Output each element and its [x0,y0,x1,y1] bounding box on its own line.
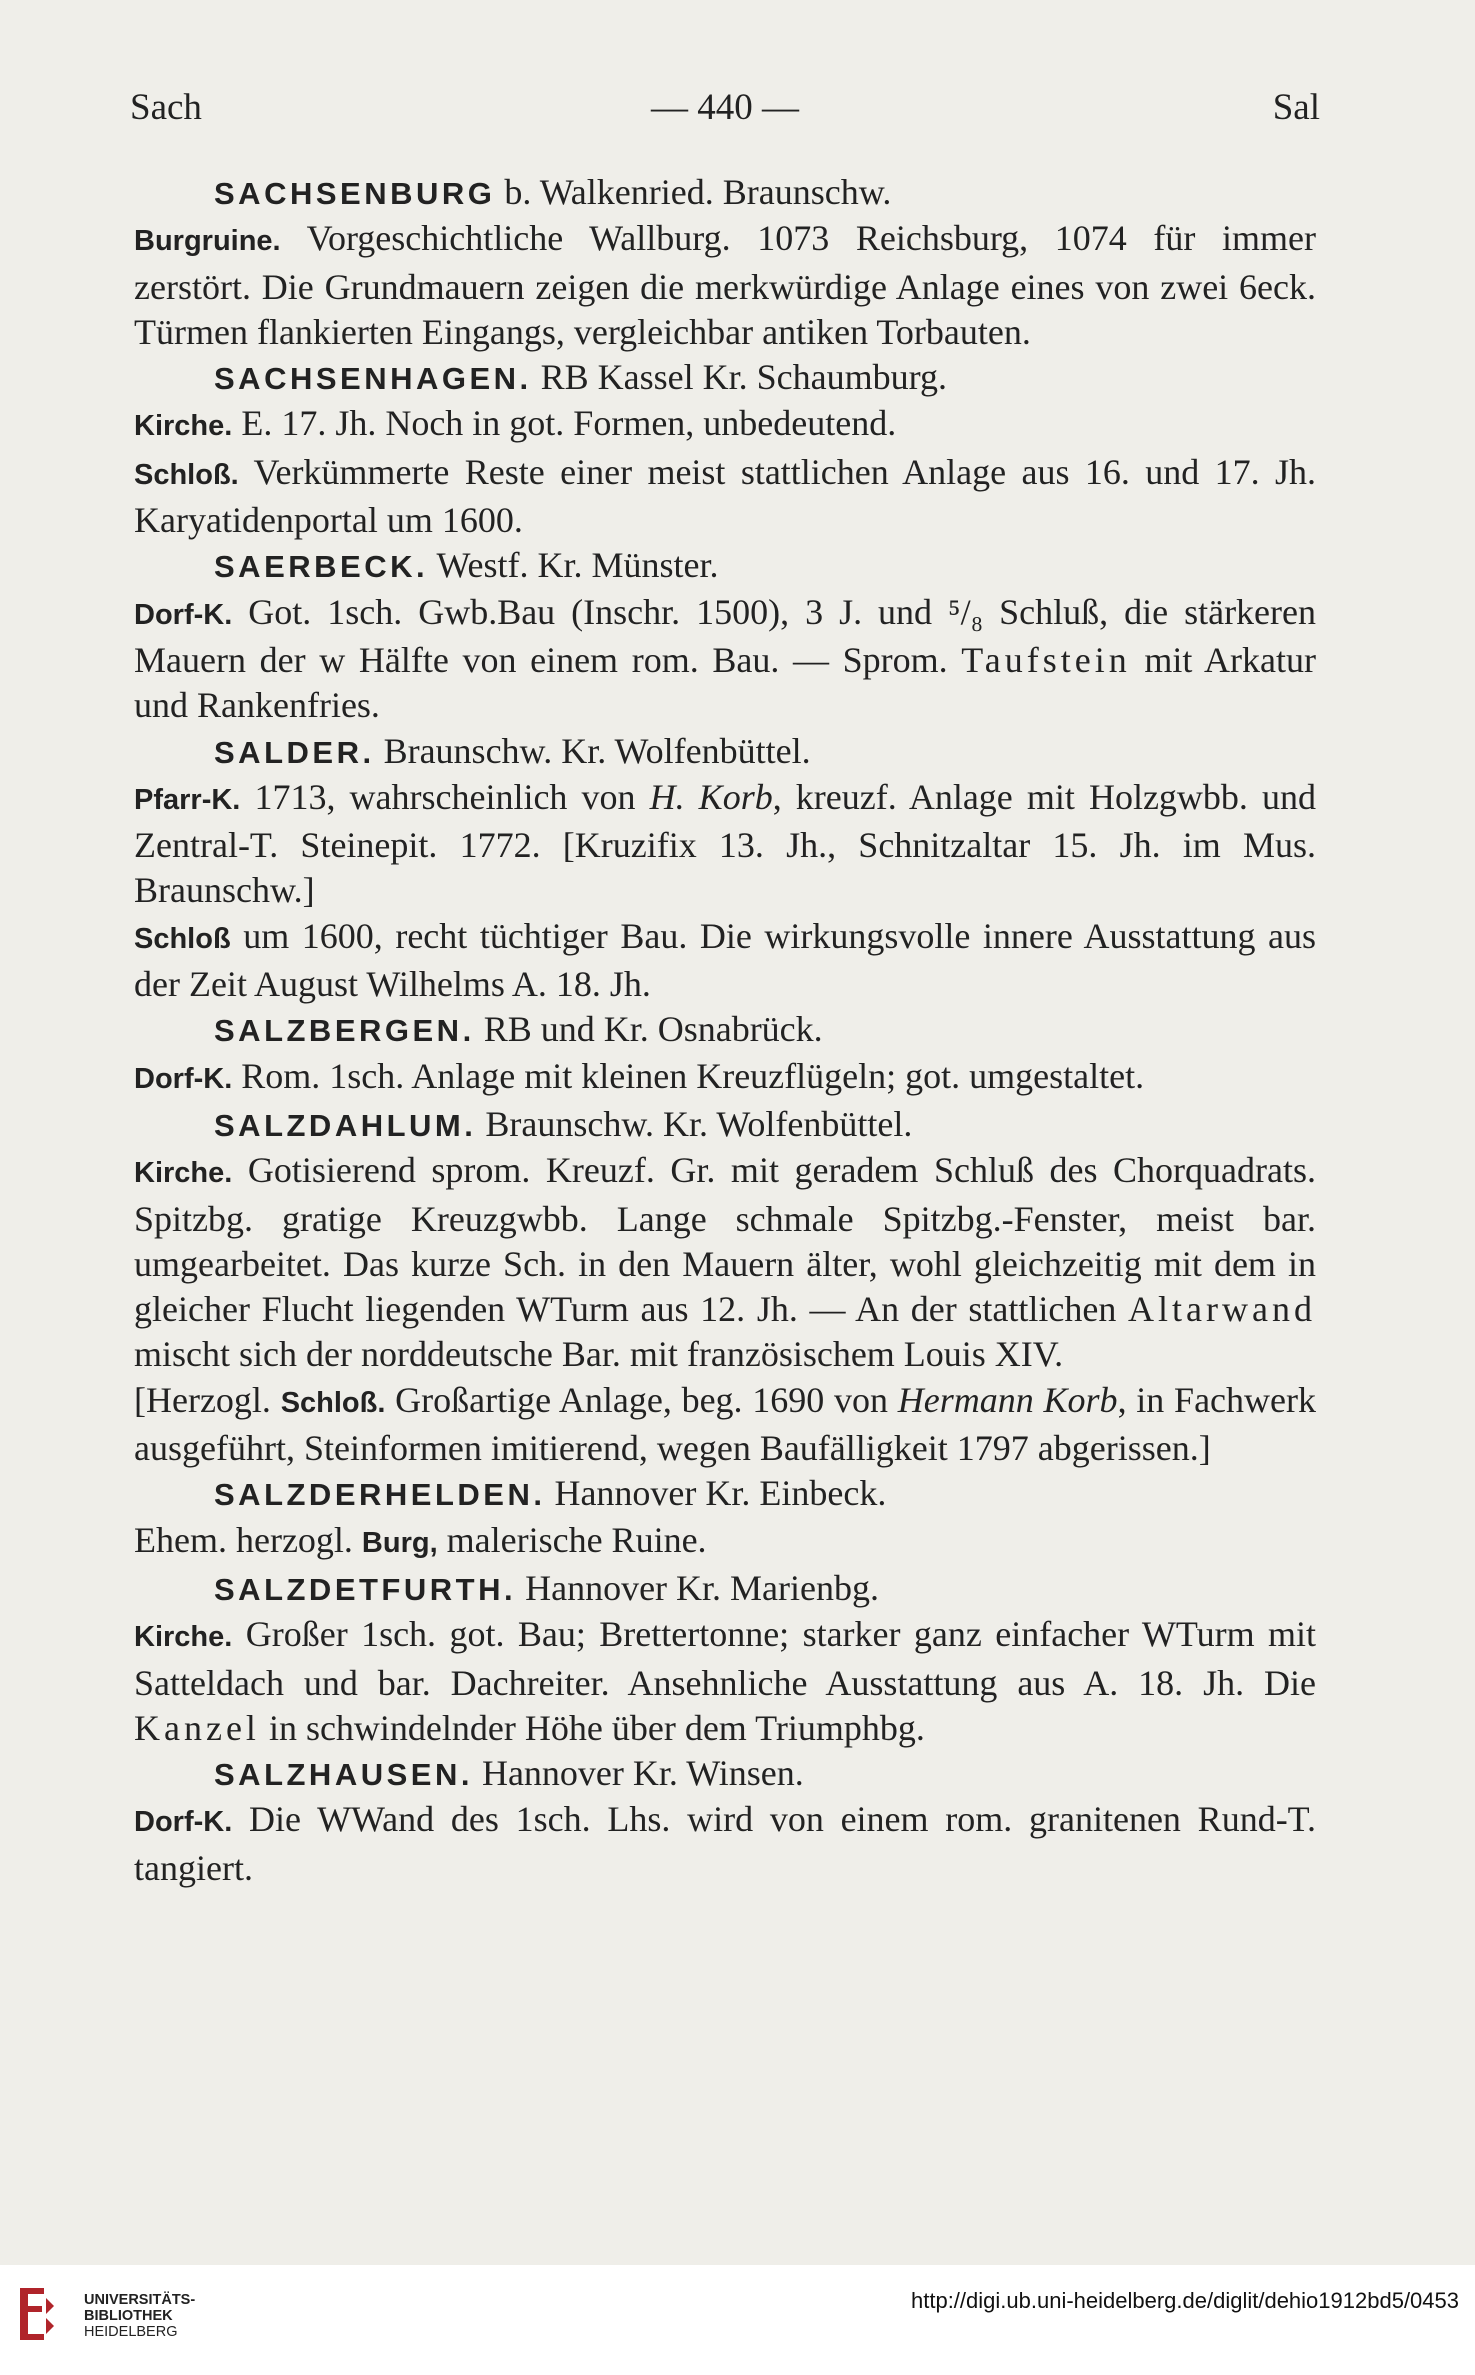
building-label: Kirche. [134,1157,233,1190]
page-number: — 440 — [651,87,799,128]
place-location: Hannover Kr. Marienbg. [516,1567,879,1608]
building-label: Burg, [361,1526,438,1559]
place-location: Braunschw. Kr. Wolfenbüttel. [374,730,811,771]
entry-paragraph [134,401,1316,449]
entry-paragraph [134,1378,1316,1472]
paragraph-text: Rom. 1sch. Anlage mit kleinen Kreuzflügeln; got. umgestaltet. [232,1055,1145,1096]
library-name [84,2292,195,2340]
entry-heading [134,1471,1316,1517]
paragraph-text: [Herzogl. [134,1379,281,1420]
entry-paragraph [134,1612,1316,1751]
place-name: SALZHAUSEN. [214,1757,473,1793]
paragraph-text: , kreuzf. Anlage mit Holzgwbb. und Zentral-T. Steinepit. 1772. [Kruzifix 13. Jh., Schnitzaltar 15. Jh. im Mus. Braunschw.] [134,776,1317,911]
paragraph-text: , in Fachwerk ausgeführt, Steinformen imitierend, wegen Baufälligkeit 1797 abgerissen.] [134,1379,1317,1469]
entry-paragraph [134,914,1316,1008]
paragraph-text: mischt sich der norddeutsche Bar. mit französischem Louis XIV. [134,1334,1064,1375]
paragraph-text: Gotisierend sprom. Kreuzf. Gr. mit geradem Schluß des Chorquadrats. Spitzbg. gratige Kreuzgwbb. Lange schmale Spitzbg.-Fenster, meist bar. umgearbeitet. Das kurze Sch. in den Mauern älter, wohl gleichzeitig mit dem in gleicher Flucht liegenden WTurm aus 12. Jh. — An der stattlichen [134,1150,1316,1330]
paragraph-text: mit Arkatur und Rankenfries. [134,639,1317,726]
entry-heading [134,355,1316,401]
entry-paragraph [134,450,1316,544]
viewer-footer [0,2265,1475,2375]
artist-name: H. Korb [649,776,773,817]
place-location: Westf. Kr. Münster. [428,545,719,586]
entry-heading [134,1007,1316,1053]
entry-heading [134,729,1316,775]
paragraph-text: Die WWand des 1sch. Lhs. wird von einem rom. granitenen Rund-T. tangiert. [134,1799,1316,1888]
running-head-left: Sach [130,87,202,128]
paragraph-text: um 1600, recht tüchtiger Bau. Die wirkungsvolle innere Ausstattung aus der Zeit August Wilhelms A. 18. Jh. [134,915,1316,1005]
entry-paragraph [134,590,1316,729]
entries-text [134,170,1316,1891]
place-name: SALZBERGEN. [214,1013,475,1049]
library-name-line: UNIVERSITÄTS- [84,2292,196,2308]
place-location: Hannover Kr. Winsen. [472,1753,804,1794]
artist-name: Hermann Korb [897,1379,1118,1420]
library-name-line: HEIDELBERG [84,2324,178,2340]
entry-heading [134,1566,1316,1612]
paragraph-text: in schwindelnder Höhe über dem Triumphbg. [259,1707,925,1748]
spaced-term: Altarwand [1128,1289,1316,1330]
place-location: b. Walkenried. Braunschw. [495,172,892,212]
building-label: Dorf-K. [134,1062,233,1095]
place-name: SAERBECK. [214,549,429,585]
running-head-right: Sal [1272,87,1320,128]
spaced-term: Kanzel [134,1707,260,1748]
paragraph-text: Vorgeschichtliche Wallburg. 1073 Reichsburg, 1074 für immer zerstört. Die Grundmauern zeigen die merkwürdige Anlage eines von zwei 6eck. Türmen flankierten Eingangs, vergleichbar antiken Torbauten. [134,218,1316,352]
paragraph-text: 1713, wahrscheinlich von [240,776,650,817]
place-location: RB und Kr. Osnabrück. [474,1009,823,1050]
place-name: SALZDETFURTH. [214,1571,517,1607]
place-name: SACHSENHAGEN. [214,361,532,397]
paragraph-text: E. 17. Jh. Noch in got. Formen, unbedeutend. [232,403,897,444]
library-name-line: BIBLIOTHEK [84,2308,173,2324]
place-location: Braunschw. Kr. Wolfenbüttel. [476,1103,913,1144]
building-label: Dorf-K. [134,1806,233,1839]
entry-paragraph [134,1797,1316,1891]
paragraph-text: Großer 1sch. got. Bau; Brettertonne; starker ganz einfacher WTurm mit Satteldach und bar. Dachreiter. Ansehnliche Ausstattung aus A. 18. Jh. Die [134,1614,1316,1703]
place-name: SALZDAHLUM. [214,1107,477,1143]
entry-paragraph [134,1148,1316,1377]
source-url-link[interactable]: http://digi.ub.uni-heidelberg.de/diglit/dehio1912bd5/0453 [911,2288,1459,2313]
entry-paragraph [134,775,1316,914]
paragraph-text: Got. 1sch. Gwb.Bau (Inschr. 1500), 3 J. und ⁵/₈ Schluß, die stärkeren Mauern der w Hälfte von einem rom. Bau. — Sprom. [134,591,1316,680]
entry-paragraph [134,1518,1316,1566]
place-name: SACHSENBURG [214,176,496,211]
running-head [130,86,1320,142]
paragraph-text: malerische Ruine. [437,1519,707,1560]
building-label: Dorf-K. [134,598,233,631]
entry-heading [134,543,1316,589]
place-location: RB Kassel Kr. Schaumburg. [531,357,947,398]
university-logo-icon [14,2284,58,2344]
building-label: Schloß. [280,1386,386,1419]
building-label: Kirche. [134,1621,233,1654]
paragraph-text: Verkümmerte Reste einer meist stattlichen Anlage aus 16. und 17. Jh. Karyatidenportal um 1600. [134,451,1316,541]
entry-paragraph [134,1054,1316,1102]
entry-heading [134,170,1316,216]
building-label: Kirche. [134,410,233,443]
place-name: SALZDERHELDEN. [214,1477,546,1513]
paragraph-text: Ehem. herzogl. [134,1519,362,1560]
building-label: Schloß. [134,458,239,491]
entry-heading [134,1102,1316,1148]
entry-heading [134,1751,1316,1797]
building-label: Schloß [134,922,231,955]
place-location: Hannover Kr. Einbeck. [545,1473,887,1514]
spaced-term: Taufstein [961,639,1131,680]
entry-paragraph [134,216,1316,355]
paragraph-text: Großartige Anlage, beg. 1690 von [385,1379,898,1420]
place-name: SALDER. [214,734,375,770]
building-label: Burgruine. [134,225,281,258]
building-label: Pfarr-K. [134,783,241,816]
